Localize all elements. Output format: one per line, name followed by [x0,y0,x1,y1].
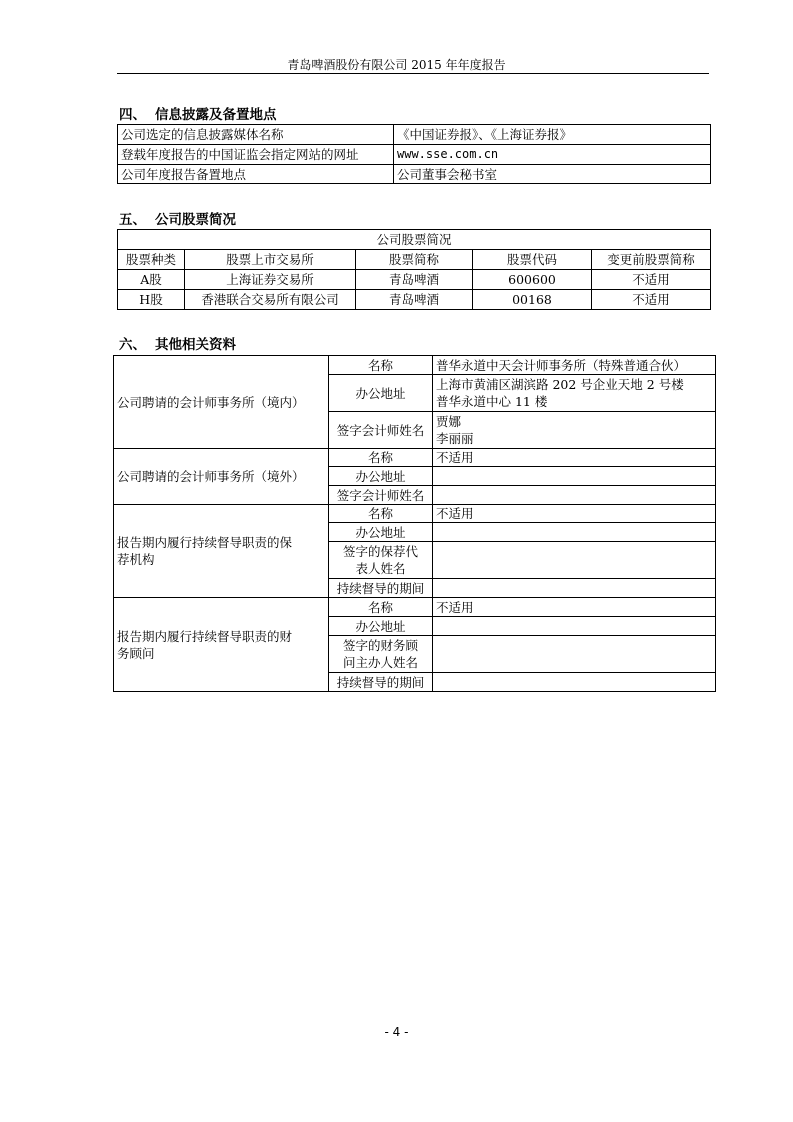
table-row [114,505,716,523]
field-value [433,467,716,486]
column-header: 股票简称 [356,250,473,270]
table-row [118,145,711,165]
table-cell: 600600 [473,270,592,290]
field-name-line-2: 表人姓名 [355,561,406,576]
field-value [433,523,716,542]
table-cell: 00168 [473,290,592,310]
table-row [118,270,711,290]
group-label [114,598,329,692]
section-5-heading [119,208,236,228]
field-value [433,579,716,598]
table-caption: 公司股票简况 [118,230,711,250]
table-cell: 不适用 [592,270,711,290]
auditor-name-2: 李丽丽 [436,431,474,446]
section-6-number: 六、 [119,337,146,353]
table-row [114,598,716,617]
table-cell: A股 [118,270,185,290]
field-value: 不适用 [433,449,716,467]
table-cell: 上海证券交易所 [185,270,356,290]
row-value: 公司董事会秘书室 [394,165,711,184]
group-label-line-2: 荐机构 [117,552,155,567]
group-label-line-2: 务顾问 [117,645,155,661]
field-value [433,412,716,449]
field-name: 持续督导的期间 [329,579,433,598]
address-line-1: 上海市黄浦区湖滨路 202 号企业天地 2 号楼 [436,377,684,392]
column-header: 变更前股票简称 [592,250,711,270]
table-header-row [118,250,711,270]
row-label: 公司选定的信息披露媒体名称 [118,125,394,145]
section-4-number: 四、 [119,107,146,123]
column-header: 股票种类 [118,250,185,270]
section-4-heading [119,103,277,123]
field-name: 签字会计师姓名 [329,412,433,449]
field-name [329,636,433,673]
table-cell: 青岛啤酒 [356,270,473,290]
section-6-title: 其他相关资料 [155,337,236,353]
other-info-table [113,355,716,692]
table-row [114,356,716,375]
table-row [118,165,711,184]
field-value [433,542,716,579]
info-disclosure-table [117,124,711,184]
field-value: 不适用 [433,598,716,617]
group-label-line-1: 报告期内履行持续督导职责的财 [117,628,293,644]
field-name: 名称 [329,449,433,467]
website-url: www.sse.com.cn [394,145,711,165]
field-name [329,542,433,579]
row-value: 《中国证券报》、《上海证券报》 [394,125,711,145]
field-name: 办公地址 [329,467,433,486]
table-cell: 香港联合交易所有限公司 [185,290,356,310]
field-name: 办公地址 [329,523,433,542]
group-label-line-1: 报告期内履行持续督导职责的保 [117,535,293,550]
table-row [118,125,711,145]
field-name-line-1: 签字的财务顾 [342,638,418,653]
field-name-line-2: 问主办人姓名 [342,655,418,670]
field-name: 签字会计师姓名 [329,486,433,505]
field-value: 不适用 [433,505,716,523]
address-line-2: 普华永道中心 11 楼 [436,394,548,409]
group-label: 公司聘请的会计师事务所（境内） [114,356,329,449]
field-name: 名称 [329,505,433,523]
column-header: 股票代码 [473,250,592,270]
column-header: 股票上市交易所 [185,250,356,270]
table-row [118,290,711,310]
section-4-title: 信息披露及备置地点 [155,107,277,123]
field-name: 名称 [329,598,433,617]
field-value [433,673,716,692]
table-cell: 青岛啤酒 [356,290,473,310]
row-label: 登载年度报告的中国证监会指定网站的网址 [118,145,394,165]
field-name-line-1: 签字的保荐代 [342,544,418,559]
field-name: 办公地址 [329,375,433,412]
field-value [433,636,716,673]
report-header-title: 青岛啤酒股份有限公司 2015 年年度报告 [287,58,506,72]
field-value: 普华永道中天会计师事务所（特殊普通合伙） [433,356,716,375]
table-row [114,449,716,467]
auditor-name-1: 贾娜 [436,414,462,429]
section-6-heading [119,333,236,353]
row-label: 公司年度报告备置地点 [118,165,394,184]
group-label [114,505,329,598]
field-name: 名称 [329,356,433,375]
stock-overview-table [117,229,711,310]
field-value [433,486,716,505]
field-value [433,375,716,412]
table-caption-row [118,230,711,250]
section-5-title: 公司股票简况 [155,212,236,228]
page-number: - 4 - [384,1025,409,1039]
field-name: 持续督导的期间 [329,673,433,692]
section-5-number: 五、 [119,212,146,228]
group-label: 公司聘请的会计师事务所（境外） [114,449,329,505]
field-value [433,617,716,636]
table-cell: 不适用 [592,290,711,310]
header-divider [117,73,709,74]
field-name: 办公地址 [329,617,433,636]
table-cell: H股 [118,290,185,310]
